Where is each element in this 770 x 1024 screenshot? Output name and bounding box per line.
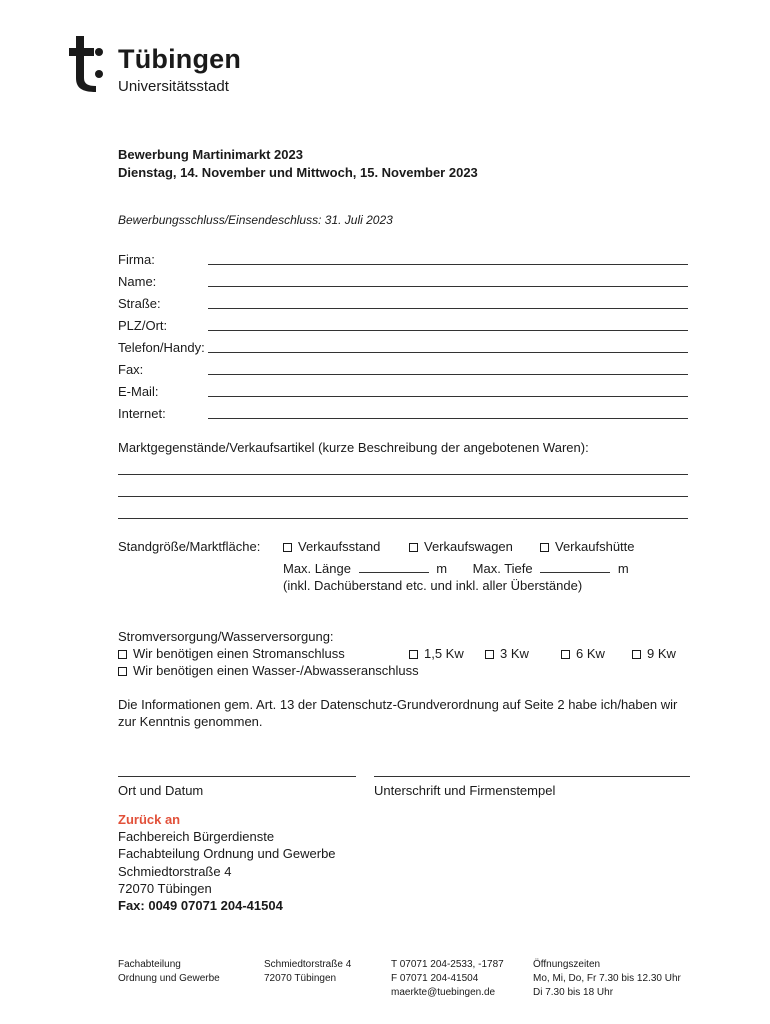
return-line-1: Fachbereich Bürgerdienste bbox=[118, 829, 275, 844]
footer-text: Di 7.30 bis 18 Uhr bbox=[533, 987, 614, 998]
field-label-plz-ort: PLZ/Ort: bbox=[118, 318, 168, 333]
place-date-label: Ort und Datum bbox=[118, 783, 204, 798]
field-label-telefon: Telefon/Handy: bbox=[118, 340, 205, 355]
footer-text: Öffnungszeiten bbox=[533, 959, 601, 970]
option-label: 3 Kw bbox=[500, 646, 529, 661]
max-depth-input[interactable] bbox=[540, 561, 610, 573]
articles-label: Marktgegenstände/Verkaufsartikel (kurze Beschreibung der angebotenen Waren): bbox=[118, 440, 589, 455]
return-line-2: Fachabteilung Ordnung und Gewerbe bbox=[118, 846, 336, 861]
email-input-line[interactable] bbox=[208, 396, 688, 397]
checkbox-icon[interactable] bbox=[118, 650, 127, 659]
option-kw-6[interactable] bbox=[561, 645, 605, 662]
depth-unit: m bbox=[617, 561, 629, 576]
signature-input-line[interactable] bbox=[374, 776, 690, 777]
footer-phone: T 07071 204-2533, -1787 bbox=[391, 959, 504, 970]
footer-text: Schmiedtorstraße 4 bbox=[264, 959, 352, 970]
place-date-input-line[interactable] bbox=[118, 776, 356, 777]
max-length-input[interactable] bbox=[359, 561, 429, 573]
field-label-fax: Fax: bbox=[118, 362, 144, 377]
option-label: 6 Kw bbox=[576, 646, 605, 661]
return-line-3: Schmiedtorstraße 4 bbox=[118, 864, 232, 879]
length-unit: m bbox=[436, 561, 448, 576]
form-title: Bewerbung Martinimarkt 2023 bbox=[118, 147, 303, 162]
option-label: Wir benötigen einen Wasser-/Abwasseranschluss bbox=[133, 663, 419, 678]
option-verkaufswagen[interactable] bbox=[409, 538, 513, 555]
strasse-input-line[interactable] bbox=[208, 308, 688, 309]
footer-text: Mo, Mi, Do, Fr 7.30 bis 12.30 Uhr bbox=[533, 973, 681, 984]
checkbox-icon[interactable] bbox=[632, 650, 641, 659]
stand-label: Standgröße/Marktfläche: bbox=[118, 539, 261, 554]
option-kw-1-5[interactable] bbox=[409, 645, 464, 662]
field-label-name: Name: bbox=[118, 274, 157, 289]
option-label: Verkaufshütte bbox=[555, 539, 635, 554]
stand-note: (inkl. Dachüberstand etc. und inkl. aller Überstände) bbox=[283, 578, 583, 593]
return-fax: Fax: 0049 07071 204-41504 bbox=[118, 898, 283, 913]
checkbox-icon[interactable] bbox=[540, 543, 549, 552]
checkbox-icon[interactable] bbox=[485, 650, 494, 659]
return-heading: Zurück an bbox=[118, 812, 181, 827]
option-stromanschluss[interactable] bbox=[118, 645, 345, 662]
option-verkaufsstand[interactable] bbox=[283, 538, 380, 555]
articles-input-line-3[interactable] bbox=[118, 518, 688, 519]
checkbox-icon[interactable] bbox=[118, 667, 127, 676]
option-label: 1,5 Kw bbox=[424, 646, 464, 661]
privacy-text-line-2: zur Kenntnis genommen. bbox=[118, 714, 263, 729]
footer-text: Ordnung und Gewerbe bbox=[118, 973, 220, 984]
footer-fax: F 07071 204-41504 bbox=[391, 973, 479, 984]
tuebingen-logo-icon bbox=[66, 34, 106, 94]
footer-text: Fachabteilung bbox=[118, 959, 181, 970]
field-label-strasse: Straße: bbox=[118, 296, 161, 311]
option-label: Verkaufswagen bbox=[424, 539, 513, 554]
field-label-email: E-Mail: bbox=[118, 384, 159, 399]
option-label: Wir benötigen einen Stromanschluss bbox=[133, 646, 345, 661]
form-dates: Dienstag, 14. November und Mittwoch, 15. November 2023 bbox=[118, 165, 478, 180]
firma-input-line[interactable] bbox=[208, 264, 688, 265]
option-kw-9[interactable] bbox=[632, 645, 676, 662]
option-wasseranschluss[interactable] bbox=[118, 662, 419, 679]
checkbox-icon[interactable] bbox=[283, 543, 292, 552]
articles-input-line-2[interactable] bbox=[118, 496, 688, 497]
footer-opening-hours bbox=[533, 958, 681, 1000]
field-label-internet: Internet: bbox=[118, 406, 166, 421]
max-depth-label: Max. Tiefe bbox=[472, 561, 533, 576]
max-length-label: Max. Länge bbox=[283, 561, 351, 576]
signature-label: Unterschrift und Firmenstempel bbox=[374, 783, 556, 798]
checkbox-icon[interactable] bbox=[561, 650, 570, 659]
option-verkaufshuette[interactable] bbox=[540, 538, 635, 555]
option-label: Verkaufsstand bbox=[298, 539, 381, 554]
checkbox-icon[interactable] bbox=[409, 650, 418, 659]
power-label: Stromversorgung/Wasserversorgung: bbox=[118, 629, 334, 644]
footer-contact bbox=[391, 958, 504, 1000]
fax-input-line[interactable] bbox=[208, 374, 688, 375]
privacy-text-line-1: Die Informationen gem. Art. 13 der Datenschutz-Grundverordnung auf Seite 2 habe ich/haben wir bbox=[118, 697, 678, 712]
max-dimensions-row bbox=[283, 560, 629, 577]
logo-subtitle: Universitätsstadt bbox=[118, 78, 229, 95]
deadline-text: Bewerbungsschluss/Einsendeschluss: 31. Juli 2023 bbox=[118, 213, 393, 227]
footer-department bbox=[118, 958, 220, 986]
plz-ort-input-line[interactable] bbox=[208, 330, 688, 331]
articles-input-line-1[interactable] bbox=[118, 474, 688, 475]
footer-email-link[interactable]: maerkte@tuebingen.de bbox=[391, 987, 496, 998]
option-label: 9 Kw bbox=[647, 646, 676, 661]
name-input-line[interactable] bbox=[208, 286, 688, 287]
checkbox-icon[interactable] bbox=[409, 543, 418, 552]
option-kw-3[interactable] bbox=[485, 645, 529, 662]
footer-text: 72070 Tübingen bbox=[264, 973, 337, 984]
internet-input-line[interactable] bbox=[208, 418, 688, 419]
footer-address bbox=[264, 958, 351, 986]
logo-title: Tübingen bbox=[118, 44, 242, 74]
field-label-firma: Firma: bbox=[118, 252, 155, 267]
telefon-input-line[interactable] bbox=[208, 352, 688, 353]
return-line-4: 72070 Tübingen bbox=[118, 881, 212, 896]
